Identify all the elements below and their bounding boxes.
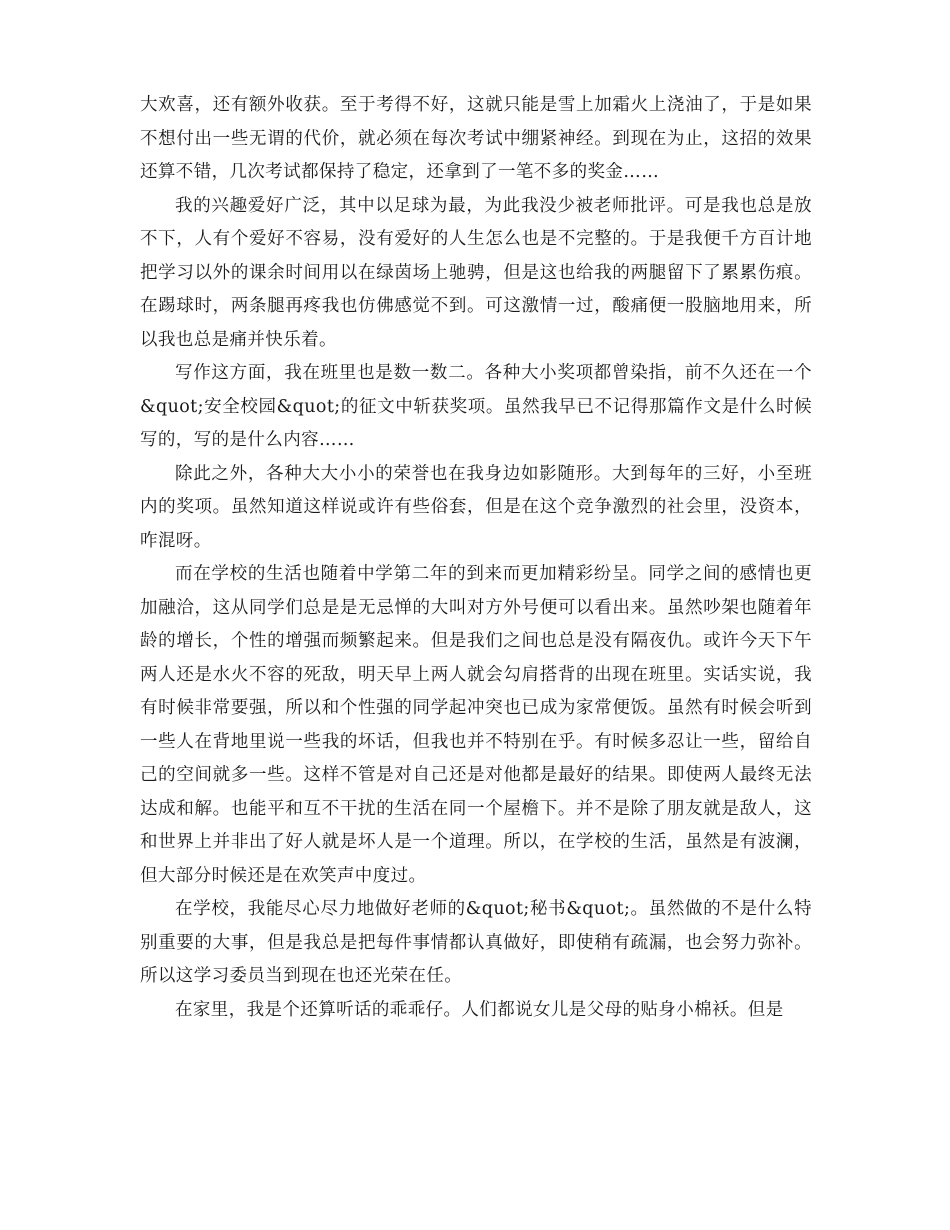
paragraph-secretary: 在学校，我能尽心尽力地做好老师的&quot;秘书&quot;。虽然做的不是什么特别重要的大事，但是我总是把每件事情都认真做好，即使稍有疏漏，也会努力弥补。所以这学习委员当到现在也还光荣在任。	[140, 899, 812, 986]
paragraph-school-life: 而在学校的生活也随着中学第二年的到来而更加精彩纷呈。同学之间的感情也更加融洽，这从同学们总是是无忌惮的大叫对方外号便可以看出来。虽然吵架也随着年龄的增长，个性的增强而频繁起来。但是我们之间也总是没有隔夜仇。或许今天下午两人还是水火不容的死敌，明天早上两人就会勾肩搭背的出现在班里。实话实说，我有时候非常要强，所以和个性强的同学起冲突也已成为家常便饭。虽然有时候会听到一些人在背地里说一些我的坏话，但我也并不特别在乎。有时候多忍让一些，留给自己的空间就多一些。这样不管是对自己还是对他都是最好的结果。即使两人最终无法达成和解。也能平和互不干扰的生活在同一个屋檐下。并不是除了朋友就是敌人，这和世界上并非出了好人就是坏人是一个道理。所以，在学校的生活，虽然是有波澜，但大部分时候还是在欢笑声中度过。	[140, 564, 812, 886]
body-text	[140, 89, 812, 1027]
paragraph-hobbies: 我的兴趣爱好广泛，其中以足球为最，为此我没少被老师批评。可是我也总是放不下，人有个爱好不容易，没有爱好的人生怎么也是不完整的。于是我便千方百计地把学习以外的课余时间用以在绿茵场上驰骋，但是这也给我的两腿留下了累累伤痕。在踢球时，两条腿再疼我也仿佛感觉不到。可这激情一过，酸痛便一股脑地用来，所以我也总是痛并快乐着。	[140, 195, 812, 350]
paragraph-writing: 写作这方面，我在班里也是数一数二。各种大小奖项都曾染指，前不久还在一个&quot;安全校园&quot;的征文中斩获奖项。虽然我早已不记得那篇作文是什么时候写的，写的是什么内容……	[140, 363, 812, 450]
paragraph-home: 在家里，我是个还算听话的乖乖仔。人们都说女儿是父母的贴身小棉袄。但是	[175, 999, 784, 1020]
paragraph-continued: 大欢喜，还有额外收获。至于考得不好，这就只能是雪上加霜火上浇油了，于是如果不想付出一些无谓的代价，就必须在每次考试中绷紧神经。到现在为止，这招的效果还算不错，几次考试都保持了稳定，还拿到了一笔不多的奖金……	[140, 95, 812, 182]
paragraph-honors: 除此之外，各种大大小小的荣誉也在我身边如影随形。大到每年的三好，小至班内的奖项。虽然知道这样说或许有些俗套，但是在这个竞争激烈的社会里，没资本，咋混呀。	[140, 463, 812, 551]
